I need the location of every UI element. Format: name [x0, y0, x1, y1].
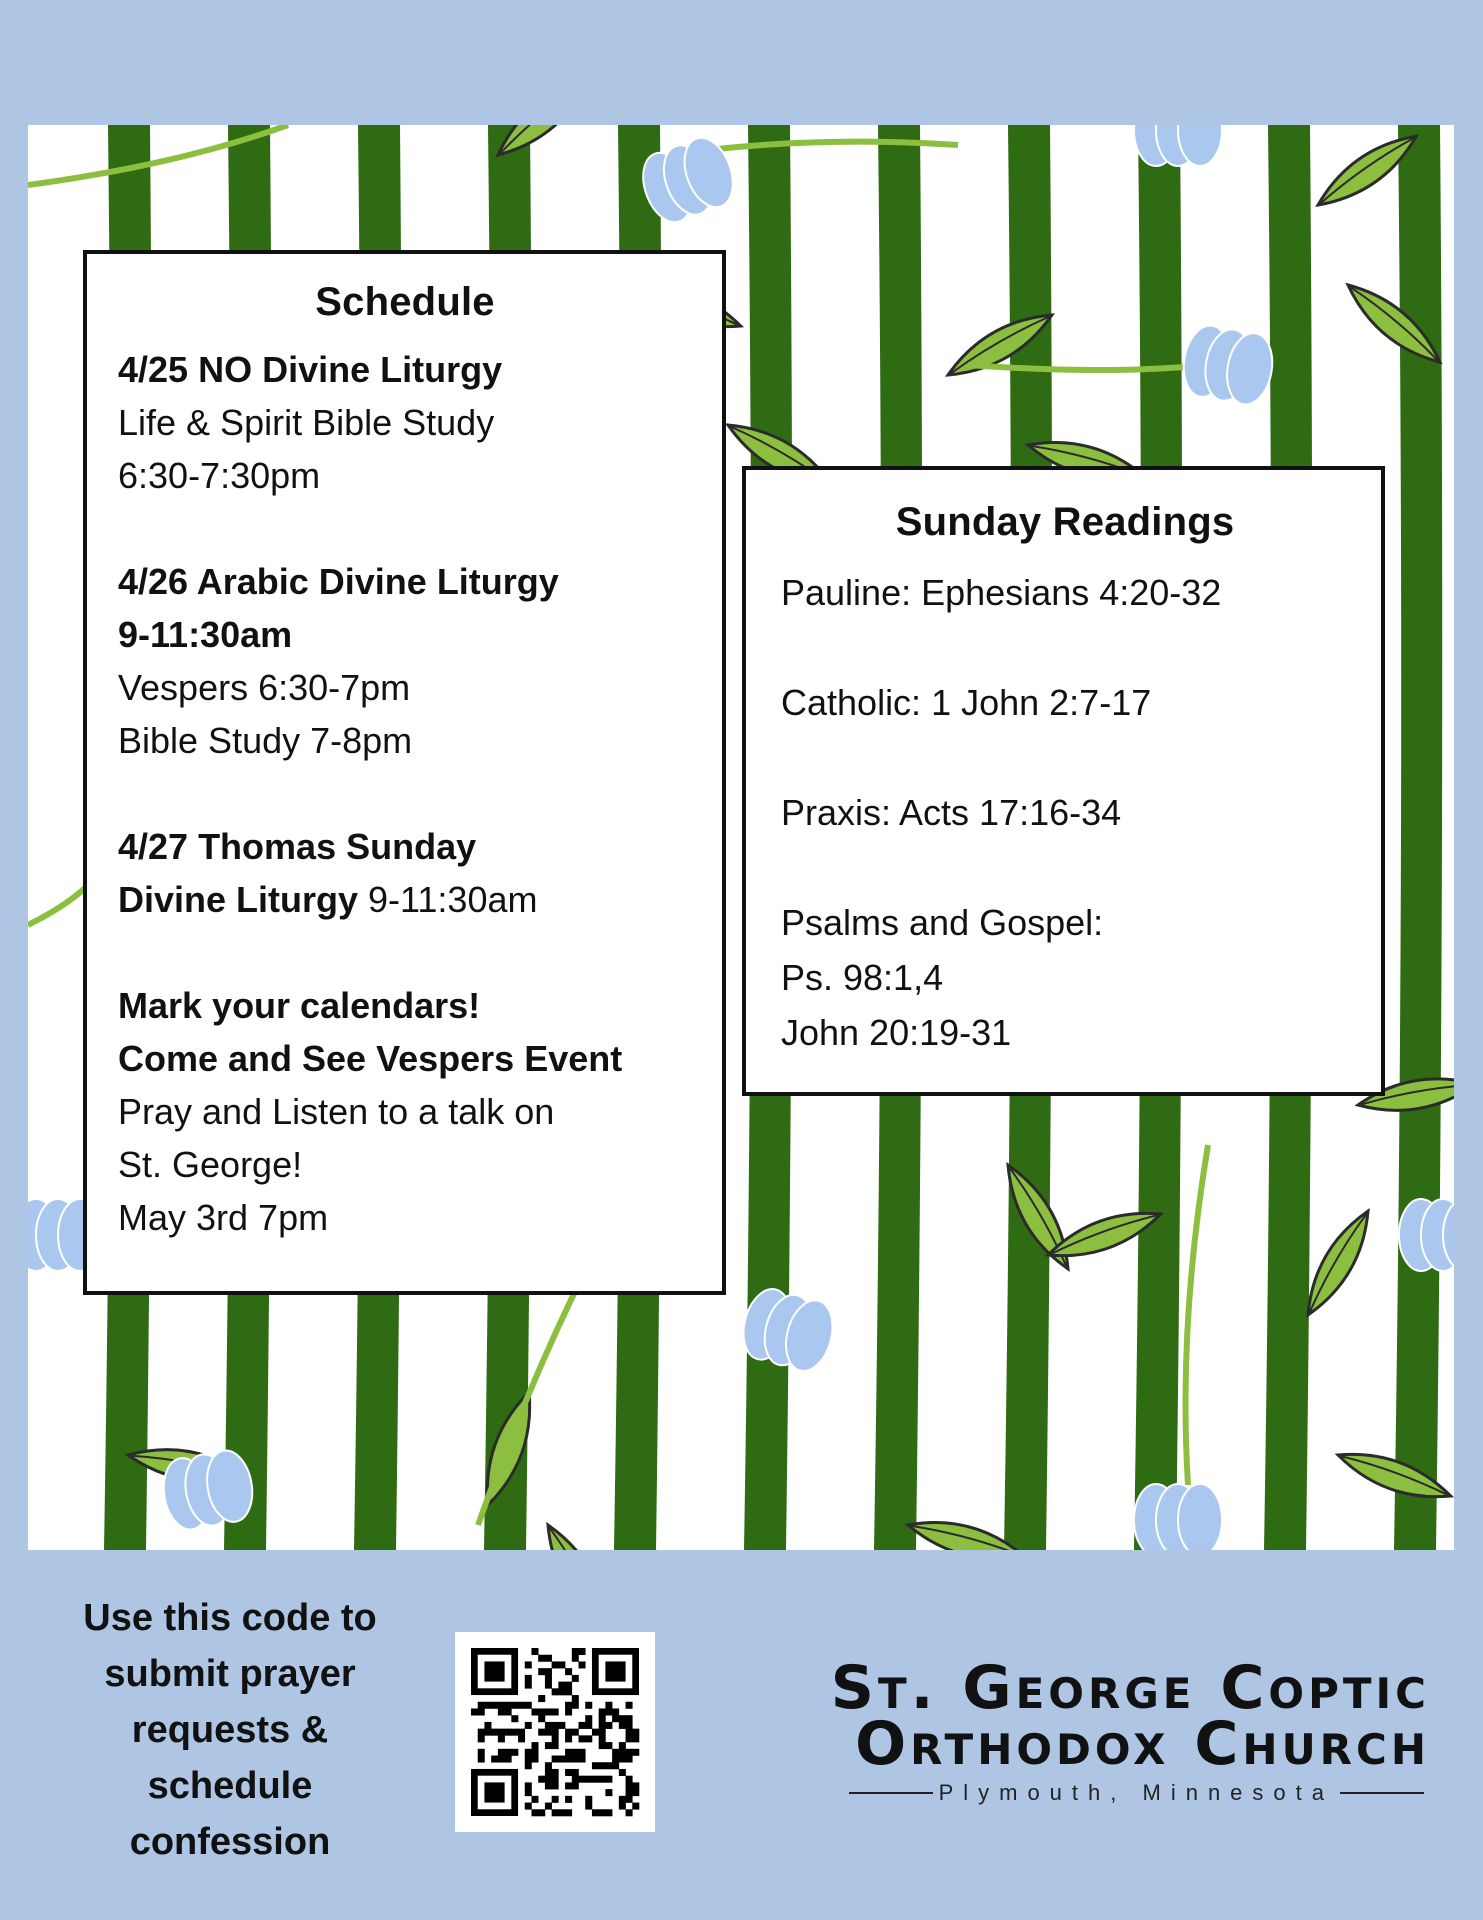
reading-catholic: Catholic: 1 John 2:7-17 — [781, 682, 1152, 723]
flower-decoration — [1399, 1199, 1454, 1271]
location-rule-left — [849, 1792, 933, 1794]
schedule-item-0427 — [118, 820, 692, 926]
schedule-item-0426 — [118, 555, 692, 767]
reading-praxis: Praxis: Acts 17:16-34 — [781, 792, 1122, 833]
event-heading: Mark your calendars! — [118, 985, 481, 1026]
leaf-decoration — [536, 1518, 620, 1550]
prompt-line-3: requests & — [131, 1709, 329, 1751]
stem-decoration — [968, 365, 1208, 370]
prompt-line-2: submit prayer — [104, 1653, 356, 1695]
schedule-0427-liturgy-label: Divine Liturgy — [118, 879, 359, 920]
flower-decoration — [1134, 1484, 1222, 1550]
flower-decoration — [1134, 125, 1222, 166]
prompt-line-4: schedule — [147, 1765, 313, 1807]
church-name-line1: St. George Coptic — [830, 1653, 1430, 1723]
location-rule-right — [1340, 1792, 1424, 1794]
reading-psalms-gospel — [781, 895, 1349, 1060]
schedule-0426-bible-study: Bible Study 7-8pm — [118, 720, 413, 761]
event-line2: St. George! — [118, 1144, 303, 1185]
schedule-title: Schedule — [315, 280, 495, 324]
schedule-0427-liturgy-time: 9-11:30am — [358, 879, 538, 920]
reading-pauline: Pauline: Ephesians 4:20-32 — [781, 572, 1222, 613]
schedule-0425-line1: Life & Spirit Bible Study — [118, 402, 495, 443]
prayer-request-prompt — [40, 1590, 420, 1870]
stem-decoration — [1186, 1145, 1209, 1485]
qr-code[interactable] — [455, 1632, 655, 1832]
psalms-gospel-label: Psalms and Gospel: — [781, 902, 1104, 943]
schedule-item-0425 — [118, 343, 692, 502]
church-logo — [740, 1653, 1430, 1806]
church-name-line2: Orthodox Church — [855, 1709, 1430, 1779]
schedule-0426-heading: 4/26 Arabic Divine Liturgy — [118, 561, 559, 602]
schedule-0427-heading: 4/27 Thomas Sunday — [118, 826, 477, 867]
psalm-reading: Ps. 98:1,4 — [781, 957, 944, 998]
schedule-item-event — [118, 979, 692, 1244]
schedule-0425-line2: 6:30-7:30pm — [118, 455, 321, 496]
event-line1: Pray and Listen to a talk on — [118, 1091, 555, 1132]
schedule-0426-vespers: Vespers 6:30-7pm — [118, 667, 411, 708]
gospel-reading: John 20:19-31 — [781, 1012, 1012, 1053]
prompt-line-1: Use this code to — [83, 1597, 377, 1639]
church-location — [740, 1780, 1430, 1806]
stem-decoration — [28, 885, 88, 925]
church-location-text: Plymouth, Minnesota — [938, 1780, 1334, 1805]
readings-title: Sunday Readings — [895, 500, 1235, 544]
schedule-panel — [83, 250, 726, 1295]
schedule-0427-liturgy — [118, 873, 692, 926]
prompt-line-5: confession — [129, 1821, 331, 1863]
schedule-0425-heading: 4/25 NO Divine Liturgy — [118, 349, 503, 390]
schedule-0426-time: 9-11:30am — [118, 614, 293, 655]
flower-decoration — [1178, 322, 1277, 408]
readings-panel — [742, 466, 1385, 1096]
event-title: Come and See Vespers Event — [118, 1038, 623, 1079]
event-date: May 3rd 7pm — [118, 1197, 329, 1238]
